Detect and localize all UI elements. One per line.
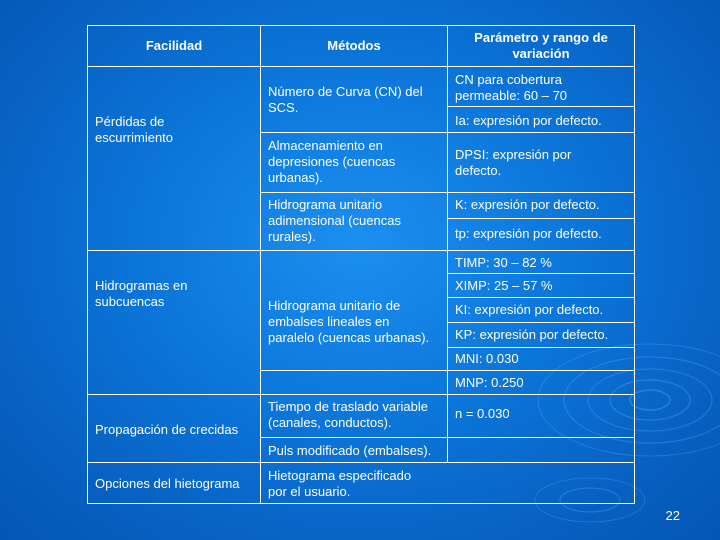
param-k: K: expresión por defecto. [455,197,600,212]
table-border-left [87,25,88,504]
column-divider [447,25,448,462]
header-parametro: Parámetro y rango de variación [474,30,608,61]
param-kp: KP: expresión por defecto. [455,327,609,342]
param-mnp: MNP: 0.250 [455,375,524,390]
param-ximp: XIMP: 25 – 57 % [455,278,553,293]
header-metodos: Métodos [327,38,381,53]
row-divider [87,250,634,251]
row-divider [447,297,634,298]
method-almacenamiento: Almacenamiento en depresiones (cuencas urbanas). [268,138,396,185]
page-number: 22 [665,508,680,523]
row-divider [87,394,634,395]
method-hidrograma-urbano: Hidrograma unitario de embalses lineales en paralelo (cuencas urbanas). [268,298,430,345]
method-puls: Puls modificado (embalses). [268,443,432,458]
param-cn-rango: CN para cobertura permeable: 60 – 70 [455,72,568,103]
method-hietograma: Hietograma especificado por el usuario. [268,468,412,499]
param-n: n = 0.030 [455,406,510,421]
method-cn: Número de Curva (CN) del SCS. [268,84,423,115]
row-divider [87,66,634,67]
table-border-bottom [87,503,634,504]
column-divider [260,25,261,504]
method-hidrograma-rural: Hidrograma unitario adimensional (cuencas rurales). [268,197,401,244]
param-timp: TIMP: 30 – 82 % [455,255,552,270]
param-mni: MNI: 0.030 [455,351,519,366]
row-divider [447,322,634,323]
table-border-top [87,25,634,26]
method-traslado: Tiempo de traslado variable (canales, conductos). [268,399,428,430]
row-divider [87,462,634,463]
row-divider [447,347,634,348]
row-divider [447,106,634,107]
row-divider [447,273,634,274]
param-ki: KI: expresión por defecto. [455,302,604,317]
row-divider [447,218,634,219]
facility-opciones: Opciones del hietograma [95,476,240,491]
param-tp: tp: expresión por defecto. [455,226,602,241]
header-facilidad: Facilidad [145,38,203,53]
facility-propagacion: Propagación de crecidas [95,422,239,437]
facility-perdidas: Pérdidas de escurrimiento [95,114,174,145]
facility-hidrogramas: Hidrogramas en subcuencas [95,278,188,309]
param-ia: Ia: expresión por defecto. [455,113,602,128]
table-border-right [634,25,635,504]
param-dpsi: DPSI: expresión por defecto. [455,147,572,178]
